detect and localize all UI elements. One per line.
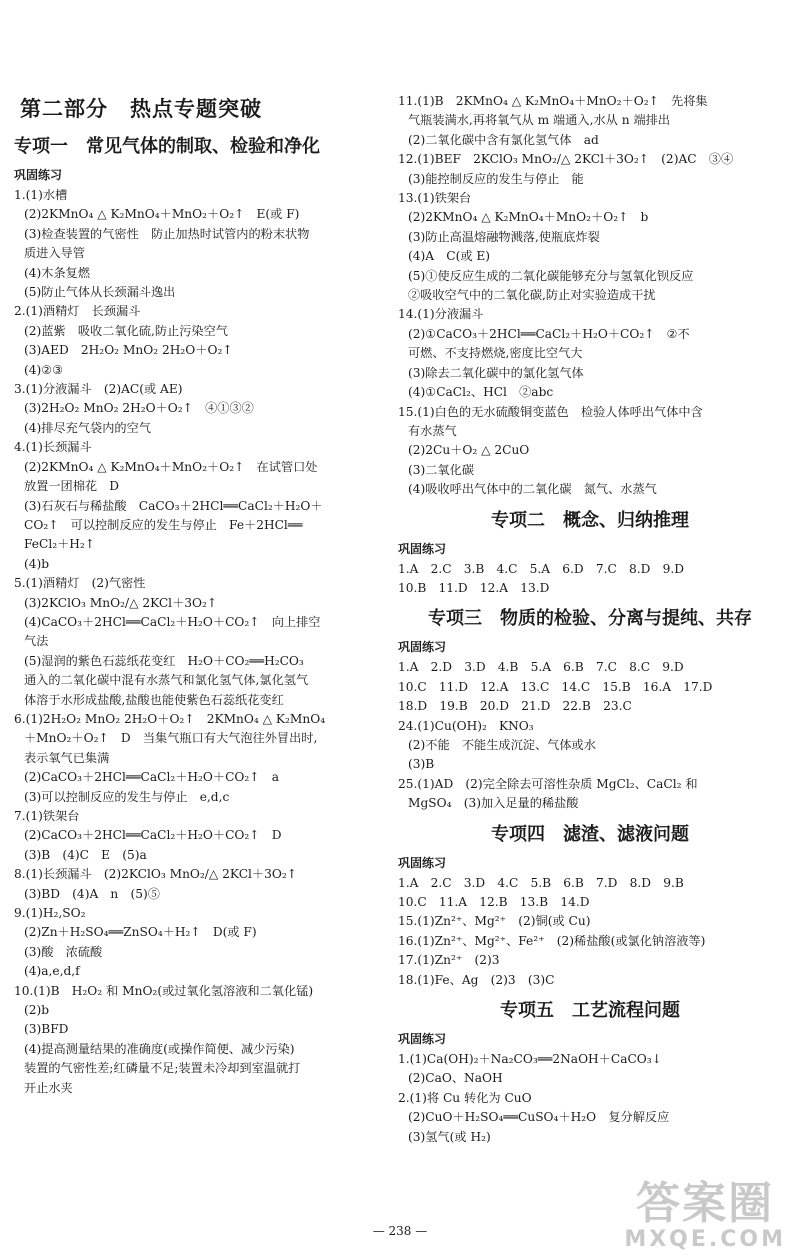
practice-label: 巩固练习 xyxy=(398,855,447,870)
answer-line: 10.(1)B H₂O₂ 和 MnO₂(或过氧化氢溶液和二氧化锰) xyxy=(14,983,314,998)
answer-line: (2)CaO、NaOH xyxy=(408,1071,503,1086)
part-title: 第二部分 热点专题突破 xyxy=(20,97,262,121)
answer-line: 9.(1)H₂,SO₂ xyxy=(14,906,86,921)
answer-line: 气法 xyxy=(24,634,49,649)
answer-line: (3)石灰石与稀盐酸 CaCO₃＋2HCl══CaCl₂＋H₂O＋ xyxy=(24,498,323,513)
answer-line: 16.(1)Zn²⁺、Mg²⁺、Fe²⁺ (2)稀盐酸(或氯化钠溶液等) xyxy=(398,933,706,948)
answer-line: 25.(1)AD (2)完全除去可溶性杂质 MgCl₂、CaCl₂ 和 xyxy=(398,776,698,791)
answer-line: (3)除去二氧化碳中的氯化氢气体 xyxy=(408,365,584,380)
answer-line: (2)Zn＋H₂SO₄══ZnSO₄＋H₂↑ D(或 F) xyxy=(24,925,257,940)
answer-line: 13.(1)铁架台 xyxy=(398,191,472,206)
answer-line: 放置一团棉花 D xyxy=(24,479,120,494)
answer-line: 6.(1)2H₂O₂ MnO₂ 2H₂O＋O₂↑ 2KMnO₄ △ K₂MnO₄ xyxy=(14,711,326,726)
answer-line: 体溶于水形成盐酸,盐酸也能使紫色石蕊纸花变红 xyxy=(24,692,284,707)
left-column xyxy=(14,92,384,1098)
practice-label: 巩固练习 xyxy=(398,541,447,556)
answer-line: (5)湿润的紫色石蕊纸花变红 H₂O＋CO₂══H₂CO₃ xyxy=(24,653,304,668)
answer-line: (3)氢气(或 H₂) xyxy=(408,1129,491,1144)
answer-line: (3)AED 2H₂O₂ MnO₂ 2H₂O＋O₂↑ xyxy=(24,343,233,358)
answer-line: 11.(1)B 2KMnO₄ △ K₂MnO₄＋MnO₂＋O₂↑ 先将集 xyxy=(398,94,708,108)
answer-line: 15.(1)Zn²⁺、Mg²⁺ (2)铜(或 Cu) xyxy=(398,914,591,929)
right-column xyxy=(398,92,782,1147)
watermark-text: 答案圈 xyxy=(636,1178,775,1229)
answer-line: (2)2Cu＋O₂ △ 2CuO xyxy=(408,443,530,458)
answer-line: 4.(1)长颈漏斗 xyxy=(14,440,92,455)
section-title-4: 专项四 滤渣、滤液问题 xyxy=(491,823,689,845)
answer-line: (3)BD (4)A n (5)⑤ xyxy=(24,886,160,901)
section-title-3: 专项三 物质的检验、分离与提纯、共存 xyxy=(428,608,752,630)
answer-line: (2)二氧化碳中含有氯化氢气体 ad xyxy=(408,132,599,147)
answer-line: 5.(1)酒精灯 (2)气密性 xyxy=(14,576,146,591)
answer-line: 通入的二氧化碳中混有水蒸气和氯化氢气体,氯化氢气 xyxy=(24,673,309,688)
answer-line: 10.B 11.D 12.A 13.D xyxy=(398,580,550,595)
answer-line: (4)a,e,d,f xyxy=(24,964,80,979)
answer-line: 14.(1)分液漏斗 xyxy=(398,307,484,322)
answer-line: 有水蒸气 xyxy=(408,423,457,438)
answer-lines xyxy=(398,658,782,813)
answer-line: (2)2KMnO₄ △ K₂MnO₄＋MnO₂＋O₂↑ 在试管口处 xyxy=(24,459,318,474)
answer-line: (2)CuO＋H₂SO₄══CuSO₄＋H₂O 复分解反应 xyxy=(408,1110,670,1125)
answer-line: (2)2KMnO₄ △ K₂MnO₄＋MnO₂＋O₂↑ b xyxy=(408,210,649,225)
answer-line: MgSO₄ (3)加入足量的稀盐酸 xyxy=(408,796,579,811)
answer-lines xyxy=(398,560,782,599)
answer-line: ②吸收空气中的二氧化碳,防止对实验造成干扰 xyxy=(408,288,656,303)
answer-line: (2)2KMnO₄ △ K₂MnO₄＋MnO₂＋O₂↑ E(或 F) xyxy=(24,207,300,222)
answer-line: (2)蓝紫 吸收二氧化硫,防止污染空气 xyxy=(24,323,228,338)
answer-lines xyxy=(398,1050,782,1147)
answer-line: 17.(1)Zn²⁺ (2)3 xyxy=(398,953,500,968)
answer-line: (4)提高测量结果的准确度(或操作简便、减少污染) xyxy=(24,1041,295,1056)
answer-line: (4)CaCO₃＋2HCl══CaCl₂＋H₂O＋CO₂↑ 向上排空 xyxy=(24,614,321,629)
answer-line: 开止水夹 xyxy=(24,1080,73,1095)
answer-line: 15.(1)白色的无水硫酸铜变蓝色 检验人体呼出气体中含 xyxy=(398,404,703,419)
answer-line: (2)CaCO₃＋2HCl══CaCl₂＋H₂O＋CO₂↑ D xyxy=(24,828,282,843)
answer-line: (3)可以控制反应的发生与停止 e,d,c xyxy=(24,789,230,804)
answer-line: (5)防止气体从长颈漏斗逸出 xyxy=(24,285,176,300)
answer-line: (4)木条复燃 xyxy=(24,265,91,280)
answer-line: (3)2KClO₃ MnO₂/△ 2KCl＋3O₂↑ xyxy=(24,595,218,610)
answer-line: 10.C 11.A 12.B 13.B 14.D xyxy=(398,895,590,909)
answer-line: 1.A 2.D 3.D 4.B 5.A 6.B 7.C 8.C 9.D xyxy=(398,660,684,675)
answer-line: (4)吸收呼出气体中的二氧化碳 氮气、水蒸气 xyxy=(408,482,657,497)
answer-line: (3)能控制反应的发生与停止 能 xyxy=(408,171,584,186)
watermark-logo xyxy=(624,1180,786,1252)
answer-line: (3)检查装置的气密性 防止加热时试管内的粉末状物 xyxy=(24,226,310,241)
answer-line: (4)A C(或 E) xyxy=(408,249,491,264)
answer-line: (2)CaCO₃＋2HCl══CaCl₂＋H₂O＋CO₂↑ a xyxy=(24,770,279,785)
answer-line: (3)2H₂O₂ MnO₂ 2H₂O＋O₂↑ ④①③② xyxy=(24,401,254,416)
answer-line: (4)②③ xyxy=(24,362,64,377)
answer-line: 18.D 19.B 20.D 21.D 22.B 23.C xyxy=(398,699,632,714)
answer-lines xyxy=(14,186,384,1098)
answer-line: ＋MnO₂＋O₂↑ D 当集气瓶口有大气泡往外冒出时, xyxy=(24,731,318,746)
answer-line: 18.(1)Fe、Ag (2)3 (3)C xyxy=(398,972,555,987)
answer-line: 装置的气密性差;红磷量不足;装置未冷却到室温就打 xyxy=(24,1061,301,1076)
section-title-5: 专项五 工艺流程问题 xyxy=(500,1000,680,1022)
answer-line: (3)酸 浓硫酸 xyxy=(24,944,103,959)
answer-line: (5)①使反应生成的二氧化碳能够充分与氢氧化钡反应 xyxy=(408,268,694,283)
answer-line: 2.(1)酒精灯 长颈漏斗 xyxy=(14,304,141,319)
answer-line: FeCl₂＋H₂↑ xyxy=(24,537,96,552)
practice-label: 巩固练习 xyxy=(398,640,447,655)
page-number: — 238 — xyxy=(372,1224,428,1238)
answer-line: 1.(1)水槽 xyxy=(14,188,68,202)
section-title-1: 专项一 常见气体的制取、检验和净化 xyxy=(14,136,320,157)
answer-line: 表示氧气已集满 xyxy=(24,750,110,765)
answer-line: (3)B (4)C E (5)a xyxy=(24,847,147,862)
answer-line: 可燃、不支持燃烧,密度比空气大 xyxy=(408,346,583,361)
answer-line: 1.A 2.C 3.D 4.C 5.B 6.B 7.D 8.D 9.B xyxy=(398,875,684,890)
answer-lines xyxy=(398,92,782,500)
answer-line: 10.C 11.D 12.A 13.C 14.C 15.B 16.A 17.D xyxy=(398,679,713,694)
section-title-2: 专项二 概念、归纳推理 xyxy=(491,509,689,531)
answer-line: 7.(1)铁架台 xyxy=(14,809,80,823)
answer-line: 2.(1)将 Cu 转化为 CuO xyxy=(398,1090,532,1105)
answer-line: (4)排尽充气袋内的空气 xyxy=(24,420,151,435)
answer-line: (3)BFD xyxy=(24,1022,69,1037)
answer-line: 1.(1)Ca(OH)₂＋Na₂CO₃══2NaOH＋CaCO₃↓ xyxy=(398,1052,662,1067)
answer-line: (2)不能 不能生成沉淀、气体或水 xyxy=(408,737,596,752)
answer-line: CO₂↑ 可以控制反应的发生与停止 Fe＋2HCl══ xyxy=(24,517,303,532)
answer-line: (2)b xyxy=(24,1003,50,1018)
answer-line: 1.A 2.C 3.B 4.C 5.A 6.D 7.C 8.D 9.D xyxy=(398,561,685,576)
answer-line: (3)防止高温熔融物溅落,使瓶底炸裂 xyxy=(408,229,600,244)
practice-label: 巩固练习 xyxy=(14,168,63,182)
answer-line: (4)b xyxy=(24,556,50,571)
answer-line: 气瓶装满水,再将氧气从 m 端通入,水从 n 端排出 xyxy=(408,113,671,128)
practice-label: 巩固练习 xyxy=(398,1032,447,1047)
watermark-url: MXQE.COM xyxy=(624,1227,786,1252)
answer-line: (2)①CaCO₃＋2HCl══CaCl₂＋H₂O＋CO₂↑ ②不 xyxy=(408,326,690,341)
answer-line: 12.(1)BEF 2KClO₃ MnO₂/△ 2KCl＋3O₂↑ (2)AC ③④ xyxy=(398,152,734,167)
answer-line: (3)二氧化碳 xyxy=(408,462,475,477)
answer-line: (3)B xyxy=(408,757,435,772)
answer-line: 24.(1)Cu(OH)₂ KNO₃ xyxy=(398,718,534,733)
answer-line: (4)①CaCl₂、HCl ②abc xyxy=(408,385,554,400)
answer-line: 3.(1)分液漏斗 (2)AC(或 AE) xyxy=(14,382,183,397)
answer-line: 8.(1)长颈漏斗 (2)2KClO₃ MnO₂/△ 2KCl＋3O₂↑ xyxy=(14,867,297,882)
answer-lines xyxy=(398,874,782,990)
answer-line: 质进入导管 xyxy=(24,246,85,261)
